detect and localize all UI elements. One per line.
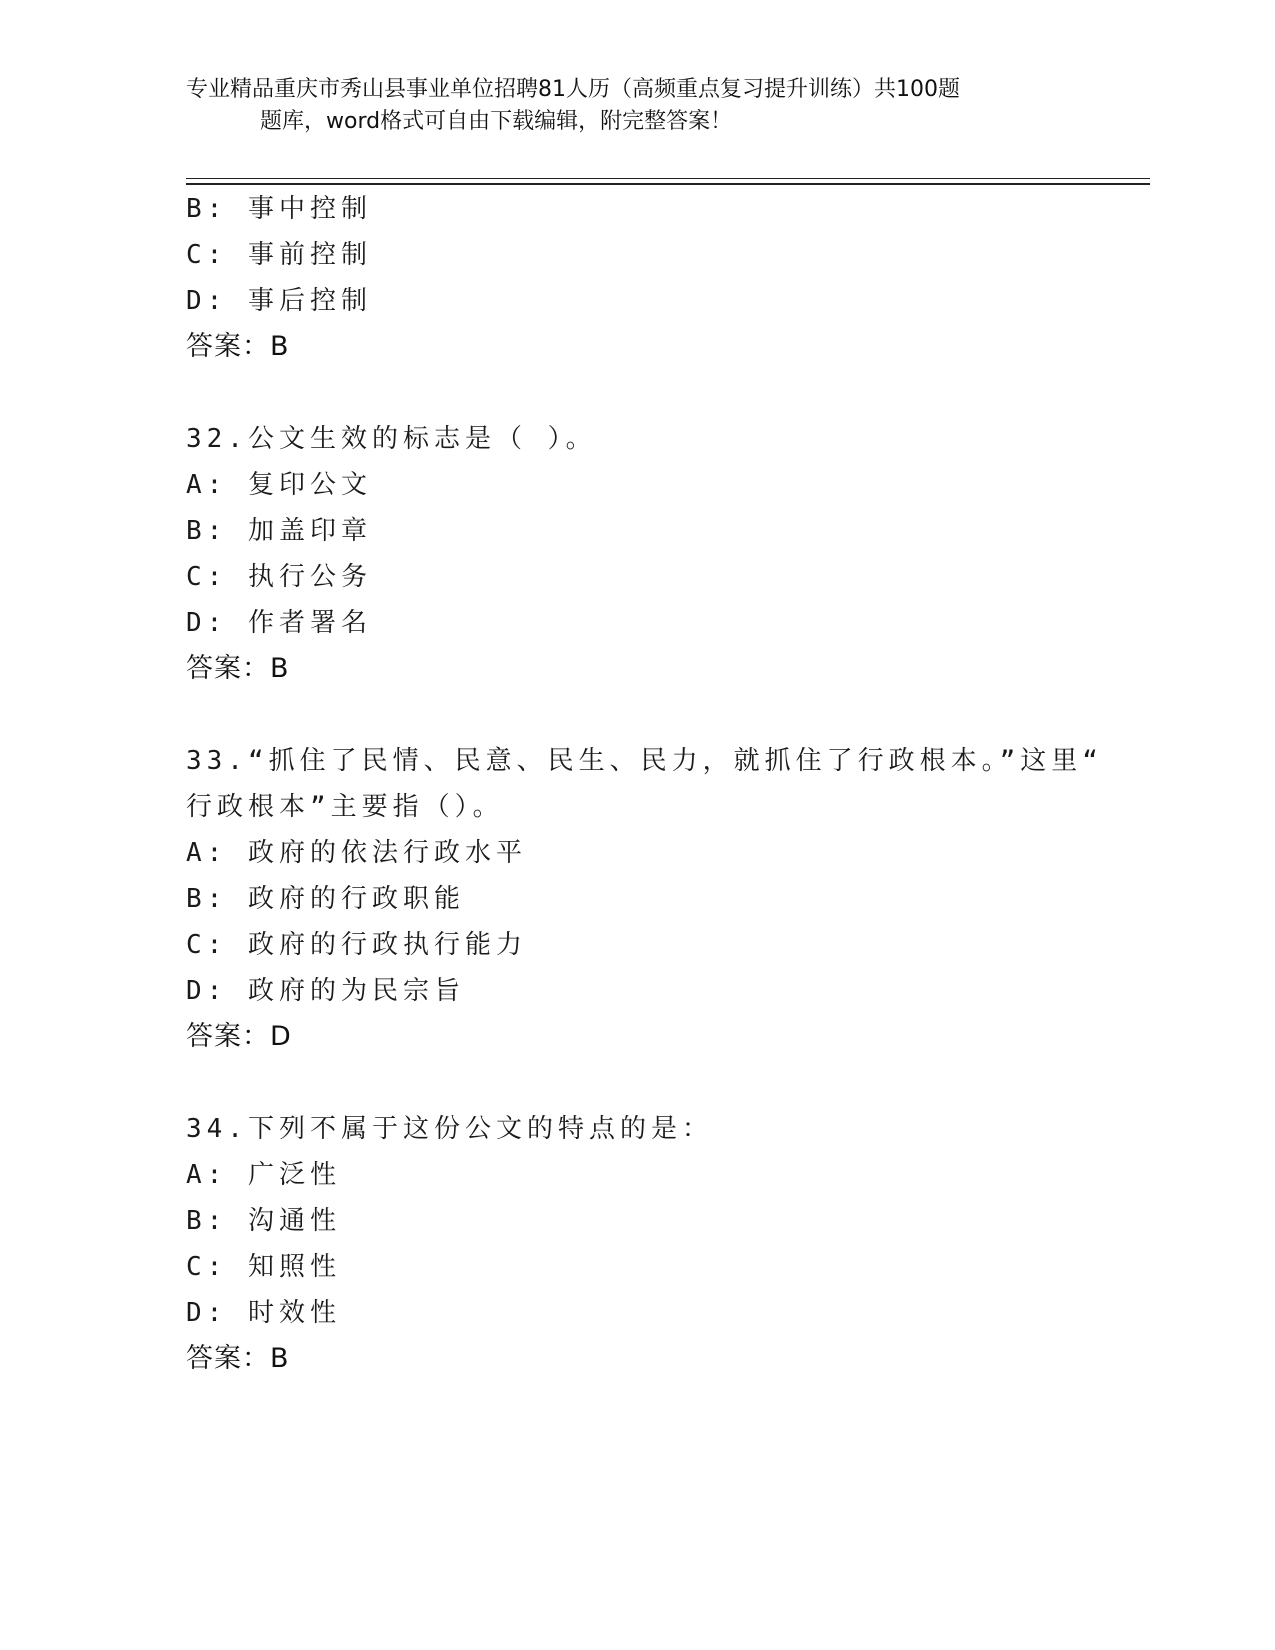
- question-block: [186, 1106, 1086, 1382]
- option-c: C: 政府的行政执行能力: [186, 930, 527, 960]
- option-a: A: 政府的依法行政水平: [186, 838, 527, 868]
- option-c: C: 执行公务: [186, 562, 372, 592]
- question-text: 32.公文生效的标志是（ ）。: [186, 424, 597, 454]
- question-block: [186, 186, 1086, 370]
- header-line-2: 题库，word格式可自由下载编辑，附完整答案！: [260, 109, 733, 134]
- header-rule-thick: [186, 183, 1150, 185]
- answer-line: 答案：B: [186, 653, 290, 684]
- spacer: [186, 692, 1086, 738]
- spacer: [186, 370, 1086, 416]
- option-c: C: 事前控制: [186, 240, 372, 270]
- question-list: [186, 186, 1103, 1382]
- option-a: A: 广泛性: [186, 1160, 341, 1190]
- option-b: B: 政府的行政职能: [186, 884, 465, 914]
- question-text-continued: 行政根本”主要指（）。: [186, 792, 504, 822]
- question-text: 33.“抓住了民情、民意、民生、民力，就抓住了行政根本。”这里“: [186, 746, 1103, 776]
- option-c: C: 知照性: [186, 1252, 341, 1282]
- spacer: [186, 1060, 1086, 1106]
- option-b: B: 沟通性: [186, 1206, 341, 1236]
- question-block: [186, 738, 1103, 1060]
- option-b: B: 事中控制: [186, 194, 372, 224]
- question-block: [186, 416, 1086, 692]
- answer-line: 答案：B: [186, 331, 290, 362]
- option-d: D: 作者署名: [186, 608, 372, 638]
- option-b: B: 加盖印章: [186, 516, 372, 546]
- answer-line: 答案：B: [186, 1343, 290, 1374]
- header-line-1: 专业精品重庆市秀山县事业单位招聘81人历（高频重点复习提升训练）共100题: [186, 77, 960, 102]
- answer-line: 答案：D: [186, 1021, 292, 1052]
- header-rule-thin: [186, 178, 1150, 179]
- option-d: D: 时效性: [186, 1298, 341, 1328]
- question-text: 34.下列不属于这份公文的特点的是：: [186, 1114, 713, 1144]
- option-d: D: 政府的为民宗旨: [186, 976, 465, 1006]
- page-header: [186, 74, 1086, 138]
- option-a: A: 复印公文: [186, 470, 372, 500]
- option-d: D: 事后控制: [186, 286, 372, 316]
